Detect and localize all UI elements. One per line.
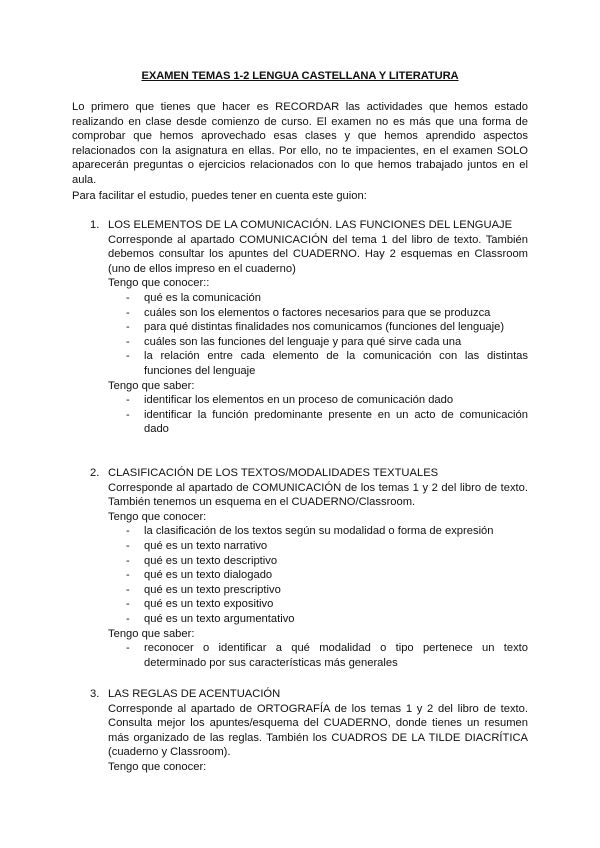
list-item: - reconocer o identificar a qué modalidad o tipo pertenece un texto determinado por sus características más generales <box>126 642 528 669</box>
document-title: EXAMEN TEMAS 1-2 LENGUA CASTELLANA Y LITERATURA <box>141 70 459 82</box>
list-item: - la relación entre cada elemento de la comunicación con las distintas funciones del lenguaje <box>126 350 528 377</box>
list-item: - qué es un texto narrativo <box>126 539 268 552</box>
section-3-number: 3. <box>90 688 100 700</box>
list-item: - cuáles son los elementos o factores necesarios para que se produzca <box>126 306 491 319</box>
section-3-conocer-label: Tengo que conocer: <box>108 760 207 773</box>
list-item: - qué es un texto descriptivo <box>126 554 278 567</box>
intro-guide-line: Para facilitar el estudio, puedes tener en cuenta este guion: <box>72 190 367 202</box>
section-3-title: LAS REGLAS DE ACENTUACIÓN <box>108 688 281 700</box>
section-2-conocer-label: Tengo que conocer: <box>108 510 207 523</box>
section-2-description: Corresponde al apartado de COMUNICACIÓN de los temas 1 y 2 del libro de texto. También tenemos un esquema en el CUADERNO/Classroom. <box>108 481 528 509</box>
section-1-title: LOS ELEMENTOS DE LA COMUNICACIÓN. LAS FUNCIONES DEL LENGUAJE <box>108 219 513 231</box>
section-2-number: 2. <box>90 467 100 479</box>
list-item: - identificar los elementos en un proceso de comunicación dado <box>126 394 454 407</box>
section-1-saber-list <box>90 393 528 437</box>
section-2-saber-list <box>90 641 528 670</box>
section-1 <box>90 218 528 437</box>
section-3-heading <box>90 687 528 702</box>
section-1-conocer-list <box>90 291 528 379</box>
list-item: - qué es un texto dialogado <box>126 569 273 582</box>
section-1-number: 1. <box>90 219 100 231</box>
section-3 <box>90 687 528 775</box>
section-2-conocer-list <box>90 524 528 626</box>
section-2-title: CLASIFICACIÓN DE LOS TEXTOS/MODALIDADES TEXTUALES <box>108 467 439 479</box>
section-1-saber-label: Tengo que saber: <box>108 379 195 392</box>
list-item: - identificar la función predominante presente en un acto de comunicación dado <box>126 408 528 436</box>
section-2-saber-label: Tengo que saber: <box>108 627 195 640</box>
list-item: - para qué distintas finalidades nos comunicamos (funciones del lenguaje) <box>126 321 505 334</box>
list-item: - qué es la comunicación <box>126 291 261 304</box>
list-item: - la clasificación de los textos según su modalidad o forma de expresión <box>126 525 494 538</box>
section-2 <box>90 466 528 670</box>
section-3-description: Corresponde al apartado de ORTOGRAFÍA de los temas 1 y 2 del libro de texto. Consulta mejor los apuntes/esquema del CUADERNO, donde tienes un resumen más organizado de las reglas. También los CUADROS DE LA TILDE DIACRÍTICA (cuaderno y Classroom). <box>108 702 528 759</box>
list-item: - qué es un texto argumentativo <box>126 612 295 625</box>
section-2-heading <box>90 466 528 481</box>
list-item: - qué es un texto expositivo <box>126 598 274 611</box>
section-1-description: Corresponde al apartado COMUNICACIÓN del tema 1 del libro de texto. También debemos consultar los apuntes del CUADERNO. Hay 2 esquemas en Classroom (uno de ellos impreso en el cuaderno) <box>108 233 528 275</box>
list-item: - qué es un texto prescriptivo <box>126 583 281 596</box>
intro-paragraph: Lo primero que tienes que hacer es RECORDAR las actividades que hemos estado realizando en clase desde comienzo de curso. El examen no es más que una forma de comprobar que hemos aprovechado esas clases y que hemos aprendido aspectos relacionados con la asignatura en ellas. Por ello, no te impacientes, en el examen SOLO aparecerán preguntas o ejercicios relacionados con lo que hemos trabajado juntos en el aula. <box>72 101 528 186</box>
section-1-heading <box>90 218 528 233</box>
section-1-conocer-label: Tengo que conocer:: <box>108 277 210 290</box>
list-item: - cuáles son las funciones del lenguaje y para qué sirve cada una <box>126 335 462 348</box>
